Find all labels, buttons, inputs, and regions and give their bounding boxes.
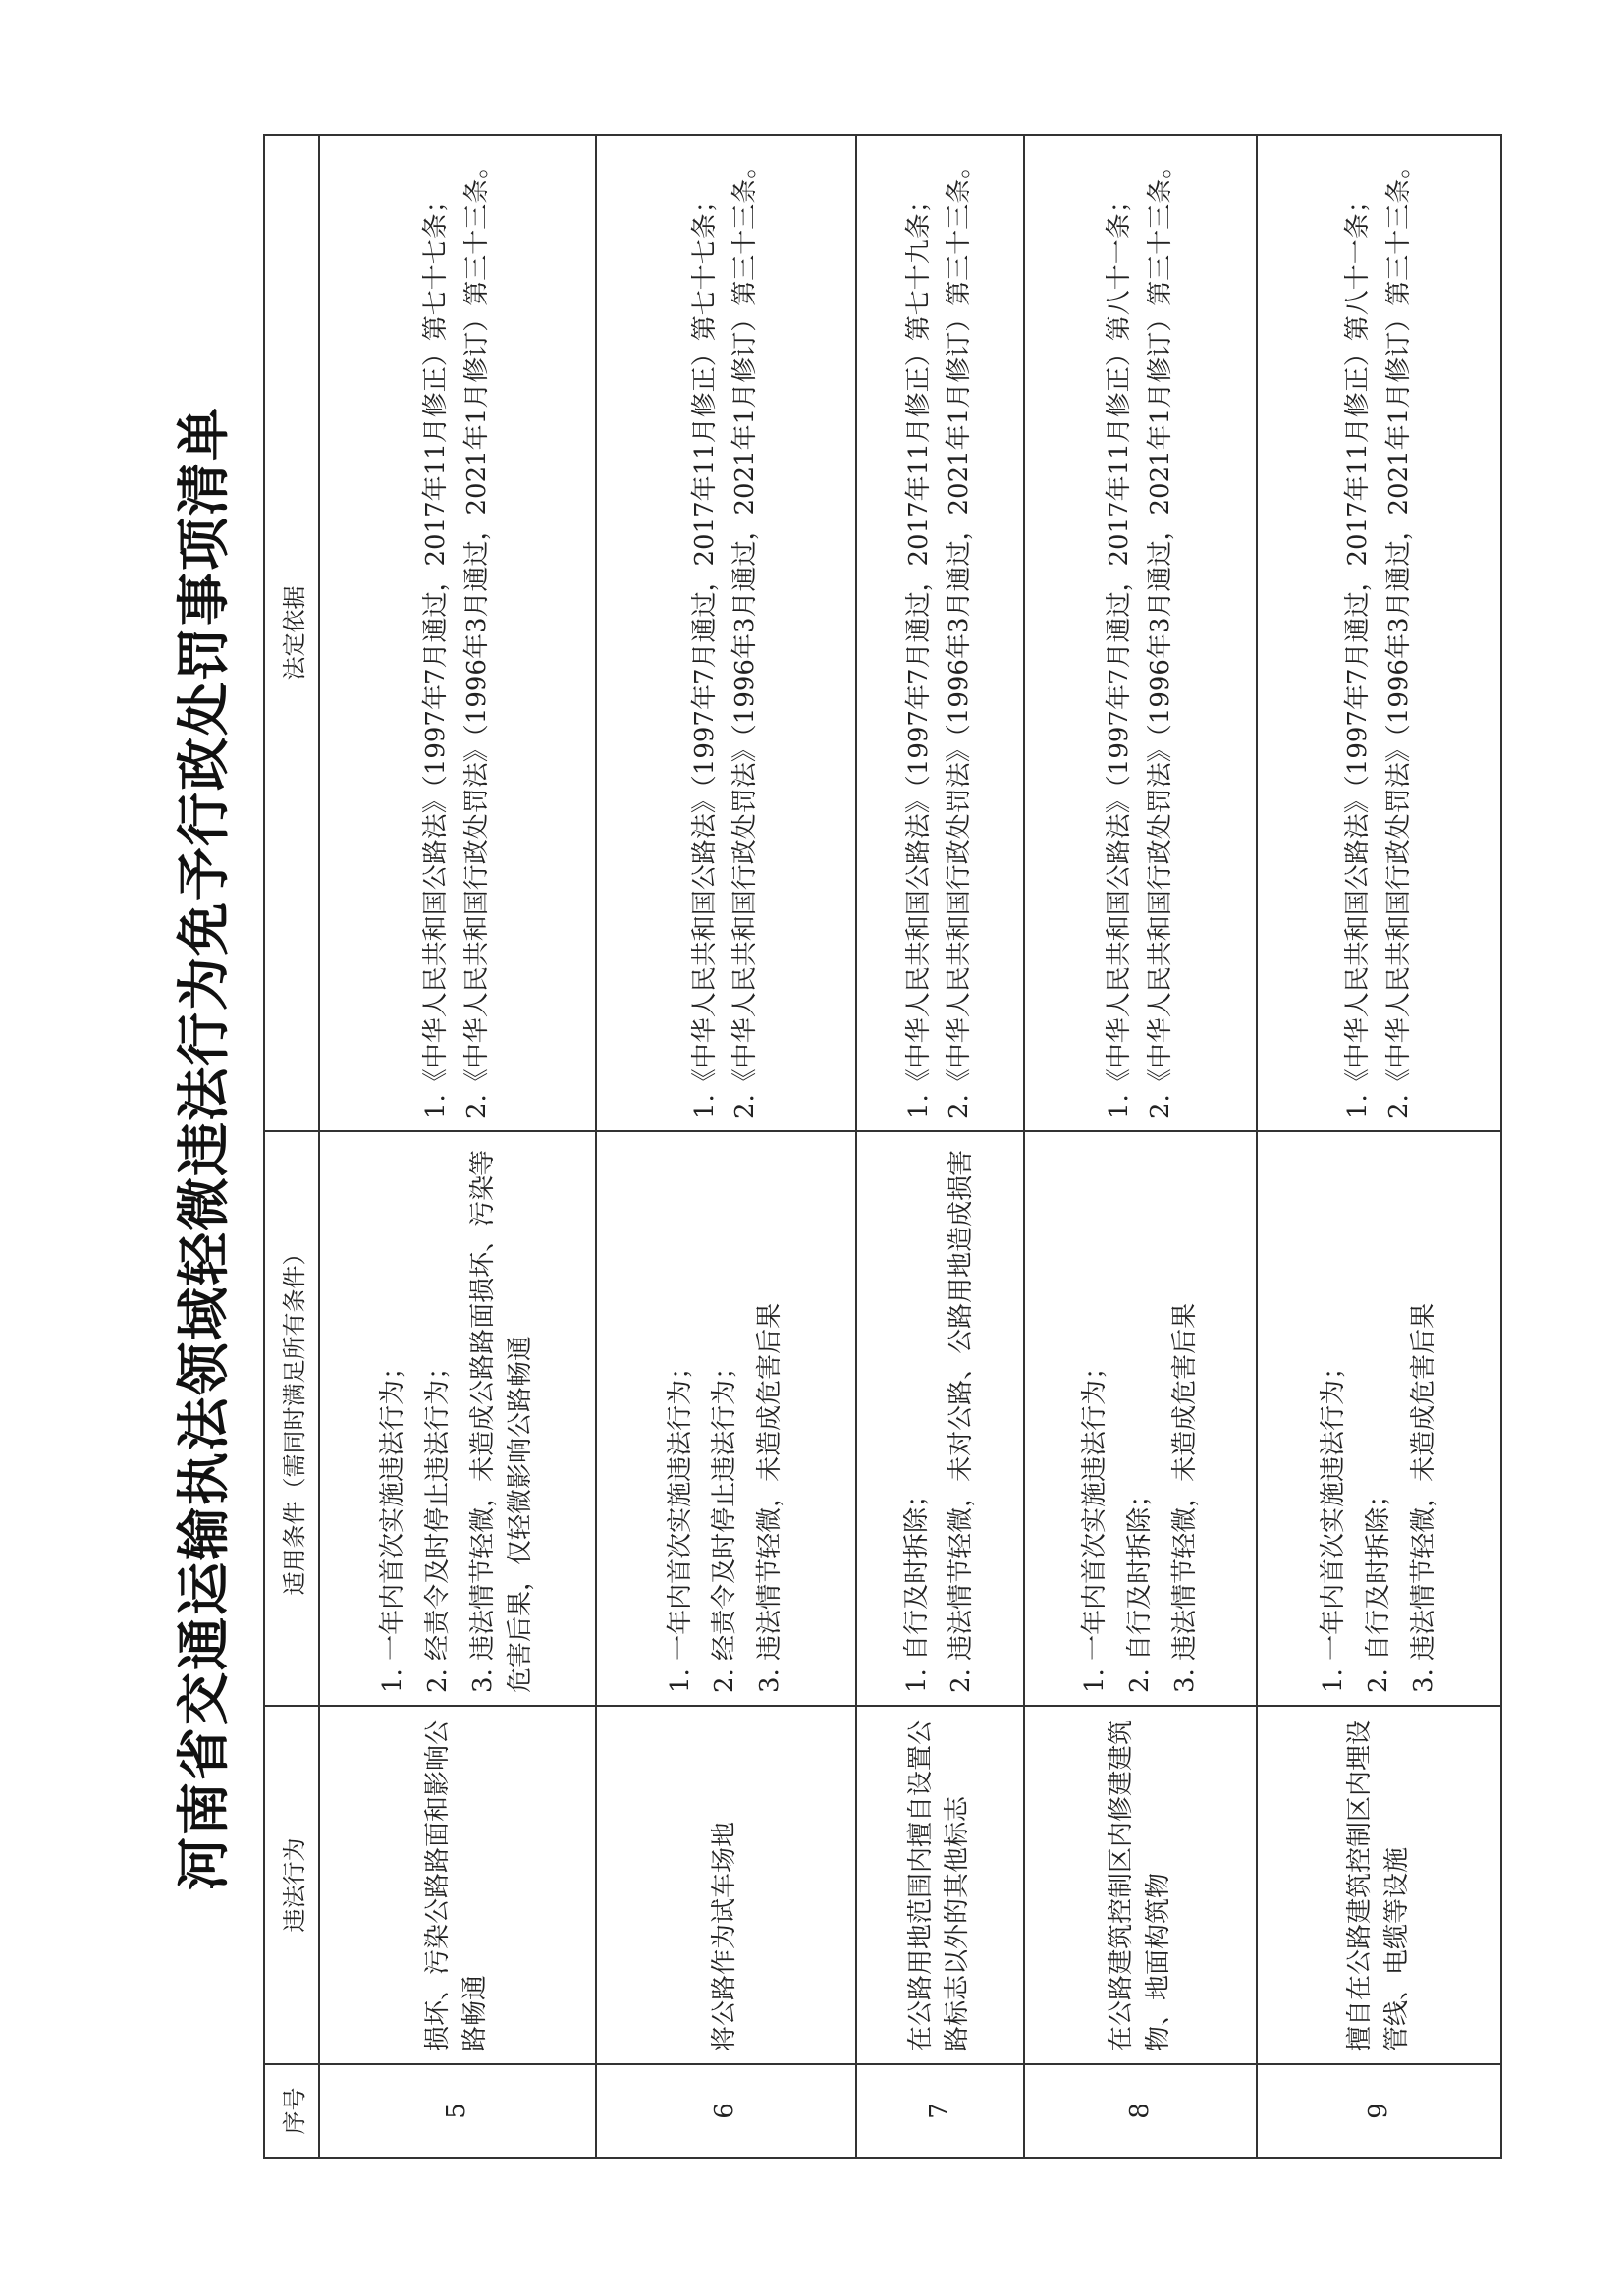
header-no: 序号 bbox=[264, 2064, 319, 2158]
condition-item: 3. 违法情节轻微，未造成公路路面损坏、污染等危害后果，仅轻微影响公路畅通 bbox=[467, 1149, 535, 1693]
table-row bbox=[1024, 135, 1257, 2158]
condition-item: 2. 自行及时拆除； bbox=[1124, 1481, 1155, 1693]
violation-text: 损坏、污染公路路面和影响公路畅通 bbox=[319, 1706, 596, 2064]
table-row bbox=[856, 135, 1024, 2158]
basis-cell bbox=[596, 135, 856, 1131]
condition-item: 2. 经责令及时停止违法行为； bbox=[710, 1353, 740, 1693]
conditions-cell bbox=[1257, 1131, 1501, 1706]
condition-item: 2. 经责令及时停止违法行为； bbox=[423, 1353, 454, 1693]
condition-item: 2. 自行及时拆除； bbox=[1363, 1481, 1393, 1693]
basis-item: 2.《中华人民共和国行政处罚法》（1996年3月通过，2021年1月修订）第三十三条。 bbox=[945, 152, 975, 1119]
condition-item: 3. 违法情节轻微，未造成危害后果 bbox=[1408, 1302, 1438, 1693]
basis-item: 2.《中华人民共和国行政处罚法》（1996年3月通过，2021年1月修订）第三十三条。 bbox=[461, 152, 492, 1119]
header-conditions: 适用条件（需同时满足所有条件） bbox=[264, 1131, 319, 1706]
condition-item: 1. 一年内首次实施违法行为； bbox=[1080, 1353, 1110, 1693]
table-row bbox=[1257, 135, 1501, 2158]
table-row bbox=[596, 135, 856, 2158]
condition-item: 1. 一年内首次实施违法行为； bbox=[378, 1353, 408, 1693]
condition-item: 3. 违法情节轻微，未造成危害后果 bbox=[755, 1302, 785, 1693]
table-row bbox=[319, 135, 596, 2158]
condition-item: 1. 自行及时拆除； bbox=[901, 1481, 932, 1693]
conditions-cell bbox=[596, 1131, 856, 1706]
condition-item: 2. 违法情节轻微，未对公路、公路用地造成损害 bbox=[947, 1149, 977, 1693]
basis-item: 1.《中华人民共和国公路法》（1997年7月通过，2017年11月修正）第七十七条； bbox=[421, 188, 452, 1119]
basis-item: 1.《中华人民共和国公路法》（1997年7月通过，2017年11月修正）第八十一条； bbox=[1343, 188, 1374, 1119]
basis-cell bbox=[1024, 135, 1257, 1131]
basis-item: 1.《中华人民共和国公路法》（1997年7月通过，2017年11月修正）第七十七条； bbox=[689, 188, 720, 1119]
basis-cell bbox=[319, 135, 596, 1131]
basis-item: 2.《中华人民共和国行政处罚法》（1996年3月通过，2021年1月修订）第三十三条。 bbox=[1145, 152, 1175, 1119]
violation-text: 在公路用地范围内擅自设置公路标志以外的其他标志 bbox=[856, 1706, 1024, 2064]
violation-text: 擅自在公路建筑控制区内埋设管线、电缆等设施 bbox=[1257, 1706, 1501, 2064]
condition-item: 3. 违法情节轻微，未造成危害后果 bbox=[1169, 1302, 1200, 1693]
header-violation: 违法行为 bbox=[264, 1706, 319, 2064]
violation-text: 在公路建筑控制区内修建建筑物、地面构筑物 bbox=[1024, 1706, 1257, 2064]
row-number: 6 bbox=[596, 2064, 856, 2158]
basis-item: 2.《中华人民共和国行政处罚法》（1996年3月通过，2021年1月修订）第三十三条。 bbox=[730, 152, 761, 1119]
conditions-cell bbox=[856, 1131, 1024, 1706]
row-number: 8 bbox=[1024, 2064, 1257, 2158]
penalty-exemption-table bbox=[263, 134, 1502, 2159]
basis-item: 1.《中华人民共和国公路法》（1997年7月通过，2017年11月修正）第七十九条； bbox=[903, 188, 934, 1119]
violation-text: 将公路作为试车场地 bbox=[596, 1706, 856, 2064]
basis-cell bbox=[1257, 135, 1501, 1131]
conditions-cell bbox=[319, 1131, 596, 1706]
basis-cell bbox=[856, 135, 1024, 1131]
basis-item: 1.《中华人民共和国公路法》（1997年7月通过，2017年11月修正）第八十一条； bbox=[1105, 188, 1134, 1119]
condition-item: 1. 一年内首次实施违法行为； bbox=[665, 1353, 695, 1693]
row-number: 5 bbox=[319, 2064, 596, 2158]
conditions-cell bbox=[1024, 1131, 1257, 1706]
basis-item: 2.《中华人民共和国行政处罚法》（1996年3月通过，2021年1月修订）第三十三条。 bbox=[1383, 152, 1414, 1119]
header-basis: 法定依据 bbox=[264, 135, 319, 1131]
table-header-row bbox=[264, 135, 319, 2158]
document-title: 河南省交通运输执法领域轻微违法行为免予行政处罚事项清单 bbox=[173, 406, 235, 1890]
row-number: 7 bbox=[856, 2064, 1024, 2158]
row-number: 9 bbox=[1257, 2064, 1501, 2158]
condition-item: 1. 一年内首次实施违法行为； bbox=[1319, 1353, 1349, 1693]
